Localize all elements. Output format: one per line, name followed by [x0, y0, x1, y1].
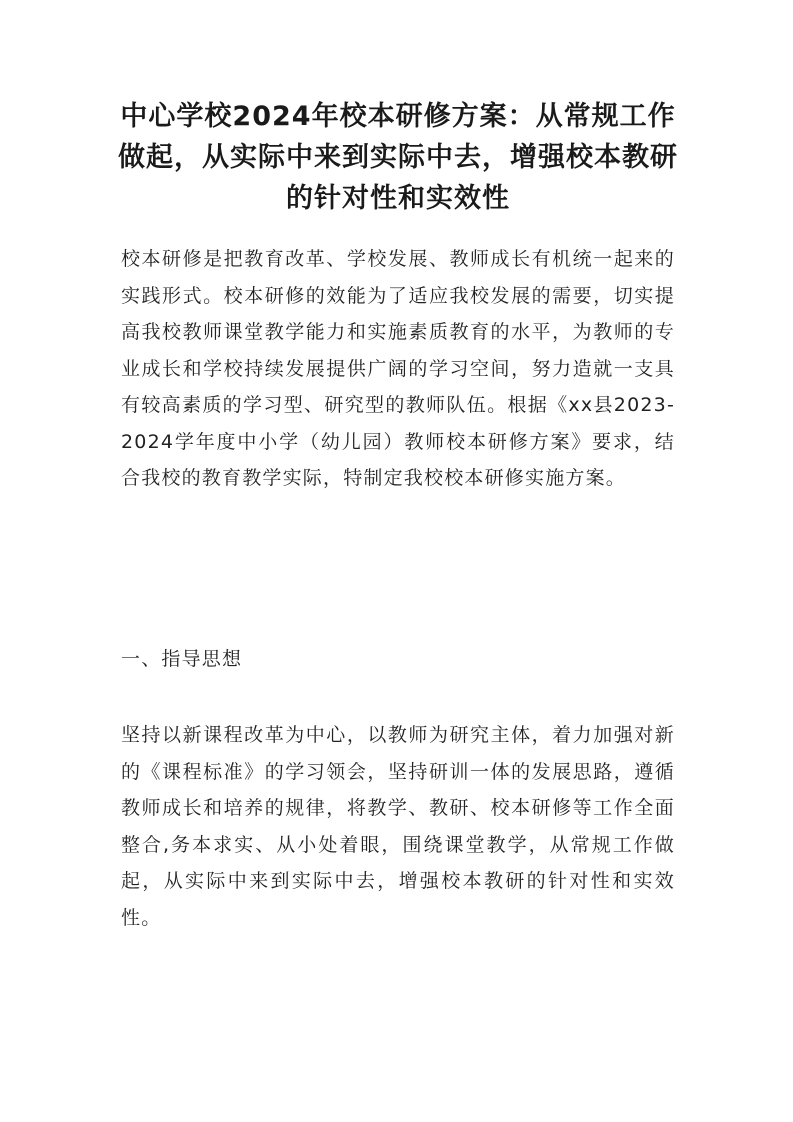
intro-paragraph: 校本研修是把教育改革、学校发展、教师成长有机统一起来的实践形式。校本研修的效能为了适应我校发展的需要，切实提高我校教师课堂教学能力和实施素质教育的水平，为教师的专业成长和学校持续发展提供广阔的学习空间，努力造就一支具有较高素质的学习型、研究型的教师队伍。根据《xx县2023-2024学年度中小学（幼儿园）教师校本研修方案》要求，结合我校的教育教学实际，特制定我校校本研修实施方案。: [121, 248, 675, 489]
document-title: 中心学校2024年校本研修方案：从常规工作做起，从实际中来到实际中去，增强校本教研的针对性和实效性: [118, 101, 678, 214]
guiding-ideology-paragraph: 坚持以新课程改革为中心，以教师为研究主体，着力加强对新的《课程标准》的学习领会，坚持研训一体的发展思路，遵循教师成长和培养的规律，将教学、教研、校本研修等工作全面整合,务本求实、从小处着眼，围绕课堂教学，从常规工作做起，从实际中来到实际中去，增强校本教研的针对性和实效性。: [121, 724, 675, 929]
section-heading-guiding-ideology: 一、指导思想: [121, 648, 243, 670]
